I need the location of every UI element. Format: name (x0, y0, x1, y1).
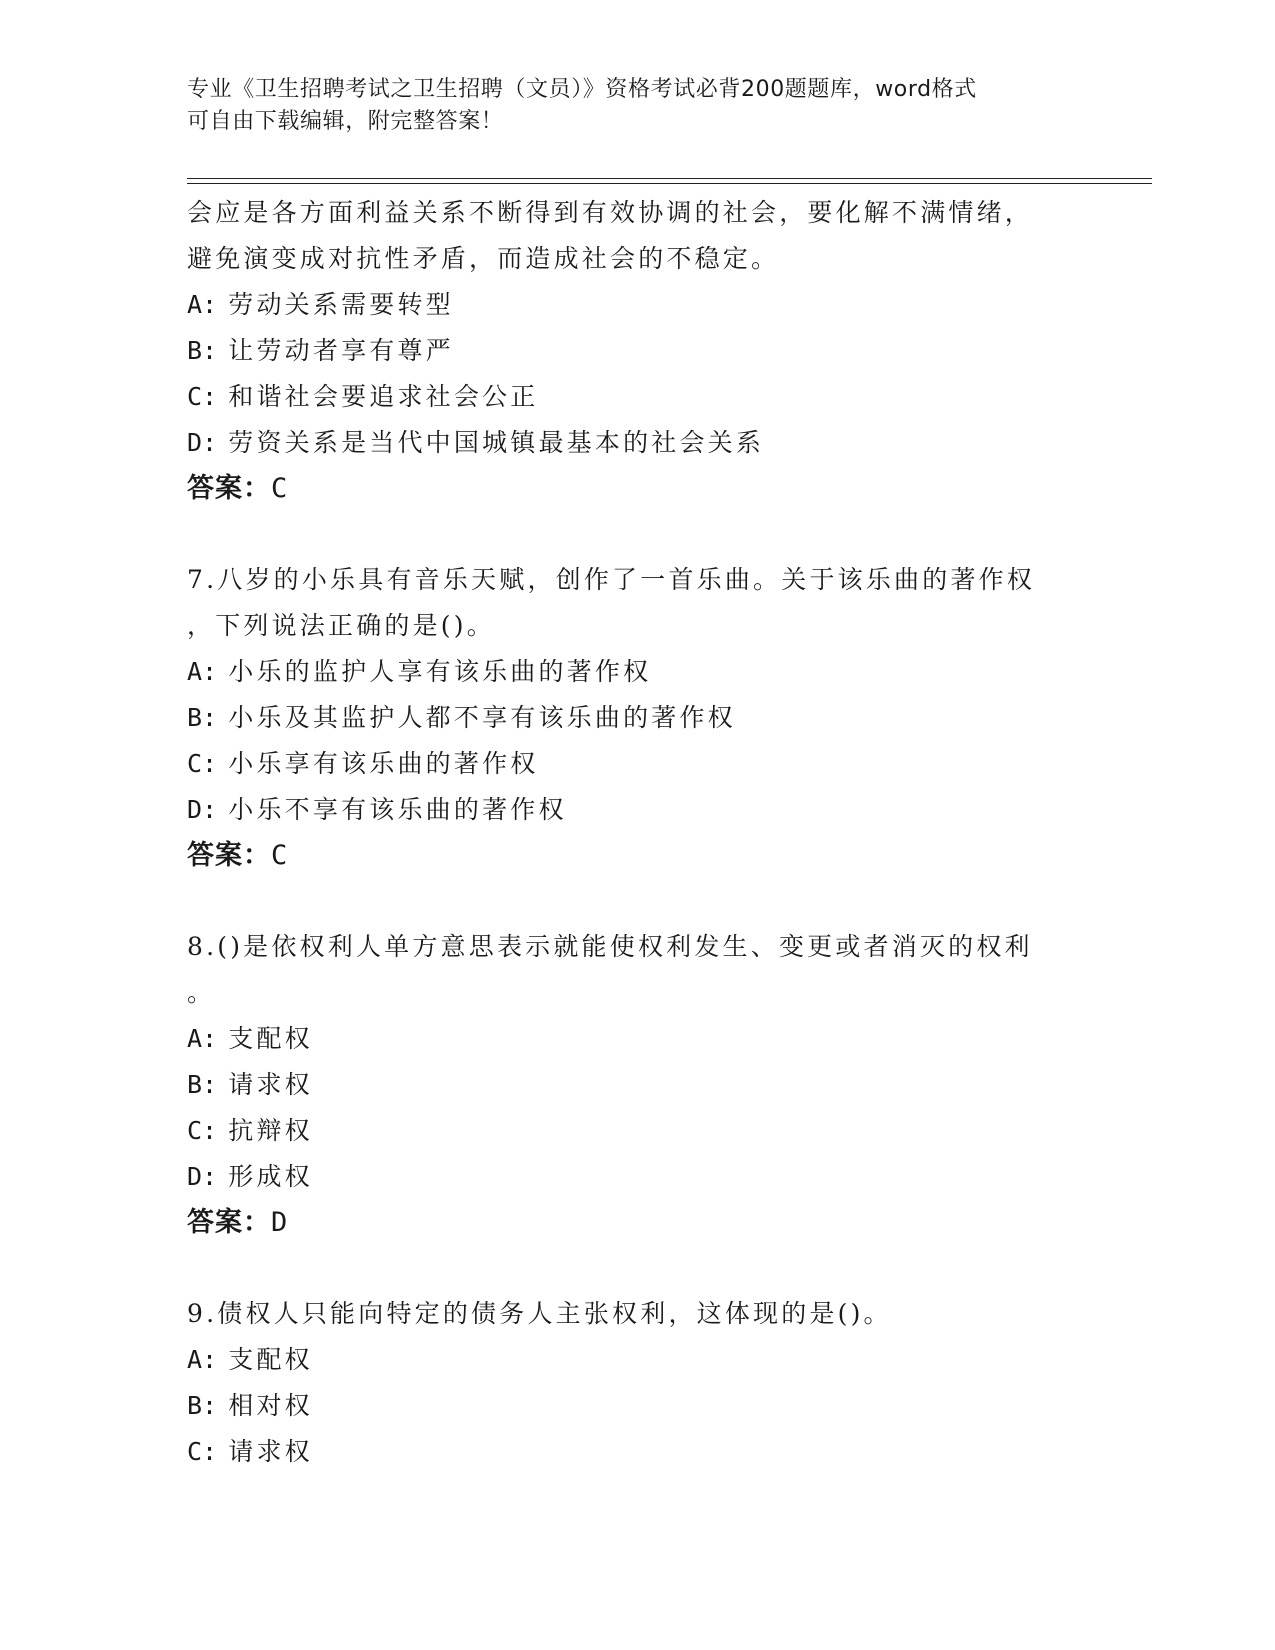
spacer (187, 1246, 1067, 1291)
option-text: 让劳动者享有尊严 (228, 336, 454, 365)
option-key: C: (187, 1116, 218, 1145)
option-key: B: (187, 703, 218, 732)
option-text: 相对权 (228, 1391, 313, 1420)
option-text: 请求权 (228, 1070, 313, 1099)
answer-value: C (271, 473, 289, 504)
option-text: 支配权 (228, 1024, 313, 1053)
question-8 (187, 924, 1067, 1246)
option-a (187, 1337, 1067, 1383)
header-divider-bottom (187, 183, 1152, 184)
option-c (187, 1429, 1067, 1475)
option-text: 抗辩权 (228, 1116, 313, 1145)
document-body (187, 190, 1067, 1475)
spacer (187, 512, 1067, 557)
option-key: A: (187, 657, 218, 686)
option-key: D: (187, 1162, 218, 1191)
document-header (187, 74, 1067, 138)
option-c (187, 1108, 1067, 1154)
option-a (187, 1016, 1067, 1062)
header-line-1: 专业《卫生招聘考试之卫生招聘（文员）》资格考试必背200题题库，word格式 (187, 77, 977, 102)
option-key: B: (187, 336, 218, 365)
option-text: 形成权 (228, 1162, 313, 1191)
answer-line (187, 1200, 1067, 1246)
question-7 (187, 557, 1067, 879)
option-text: 请求权 (228, 1437, 313, 1466)
header-divider-top (187, 178, 1152, 179)
option-text: 劳资关系是当代中国城镇最基本的社会关系 (228, 428, 765, 457)
answer-value: D (271, 1207, 289, 1238)
option-key: C: (187, 1437, 218, 1466)
answer-label: 答案： (187, 1207, 271, 1238)
option-key: A: (187, 1024, 218, 1053)
option-text: 支配权 (228, 1345, 313, 1374)
question-stem-line: 9.债权人只能向特定的债务人主张权利，这体现的是()。 (187, 1299, 892, 1328)
option-key: D: (187, 795, 218, 824)
option-key: C: (187, 382, 218, 411)
option-b (187, 1383, 1067, 1429)
question-stem-line: 避免演变成对抗性矛盾，而造成社会的不稳定。 (187, 244, 780, 273)
question-stem-line: 8.()是依权利人单方意思表示就能使权利发生、变更或者消灭的权利 (187, 932, 1033, 961)
option-key: C: (187, 749, 218, 778)
option-a (187, 282, 1067, 328)
option-text: 劳动关系需要转型 (228, 290, 454, 319)
answer-line (187, 833, 1067, 879)
option-key: D: (187, 428, 218, 457)
option-b (187, 328, 1067, 374)
option-d (187, 787, 1067, 833)
option-c (187, 741, 1067, 787)
answer-value: C (271, 840, 289, 871)
spacer (187, 879, 1067, 924)
header-line-2: 可自由下载编辑，附完整答案！ (187, 109, 504, 134)
option-text: 小乐及其监护人都不享有该乐曲的著作权 (228, 703, 736, 732)
option-text: 小乐享有该乐曲的著作权 (228, 749, 539, 778)
question-stem-line: 7.八岁的小乐具有音乐天赋，创作了一首乐曲。关于该乐曲的著作权 (187, 565, 1036, 594)
option-key: B: (187, 1070, 218, 1099)
question-continued (187, 190, 1067, 512)
question-stem-line: 会应是各方面利益关系不断得到有效协调的社会，要化解不满情绪， (187, 198, 1034, 227)
option-text: 小乐的监护人享有该乐曲的著作权 (228, 657, 652, 686)
option-key: A: (187, 1345, 218, 1374)
answer-label: 答案： (187, 840, 271, 871)
option-key: B: (187, 1391, 218, 1420)
option-b (187, 1062, 1067, 1108)
option-b (187, 695, 1067, 741)
option-a (187, 649, 1067, 695)
option-c (187, 374, 1067, 420)
answer-line (187, 466, 1067, 512)
question-stem-line: ，下列说法正确的是()。 (187, 611, 495, 640)
option-text: 小乐不享有该乐曲的著作权 (228, 795, 567, 824)
option-d (187, 420, 1067, 466)
option-text: 和谐社会要追求社会公正 (228, 382, 539, 411)
option-key: A: (187, 290, 218, 319)
question-stem-line: 。 (187, 978, 216, 1007)
question-9 (187, 1291, 1067, 1475)
option-d (187, 1154, 1067, 1200)
answer-label: 答案： (187, 473, 271, 504)
